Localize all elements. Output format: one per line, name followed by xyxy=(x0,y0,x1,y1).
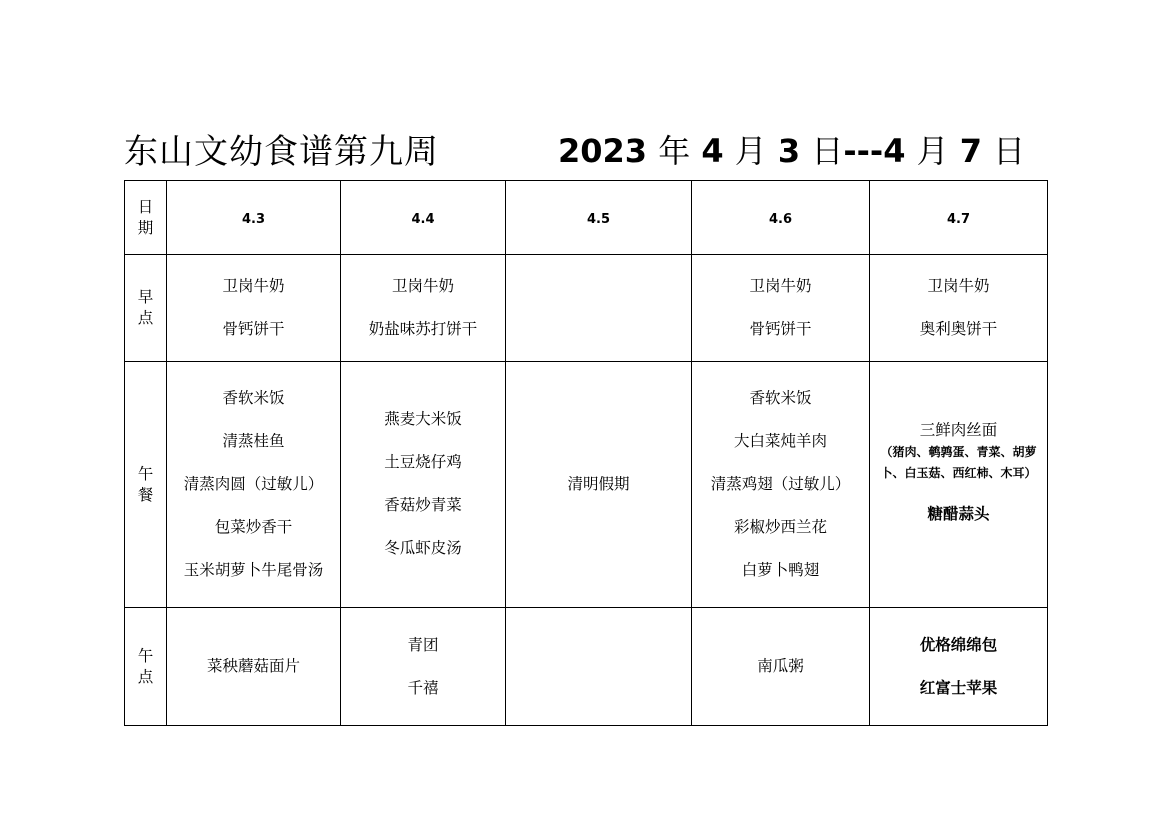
end-month: 4 xyxy=(883,132,906,170)
menu-cell xyxy=(692,608,870,726)
morning-snack-row xyxy=(125,255,1048,362)
food-item: 清蒸桂鱼 xyxy=(222,432,285,450)
date-cell: 4.6 xyxy=(692,181,870,255)
menu-cell xyxy=(692,362,870,608)
menu-cell xyxy=(167,362,341,608)
food-item: 菜秧蘑菇面片 xyxy=(206,657,300,675)
food-item: 燕麦大米饭 xyxy=(384,410,462,428)
date-cell: 4.3 xyxy=(167,181,341,255)
date-cell: 4.7 xyxy=(870,181,1048,255)
menu-cell xyxy=(341,608,506,726)
menu-title: 东山文幼食谱第九周 xyxy=(124,132,439,172)
food-item: 玉米胡萝卜牛尾骨汤 xyxy=(183,561,324,579)
food-item: 奶盐味苏打饼干 xyxy=(368,320,478,338)
food-item: 骨钙饼干 xyxy=(749,320,812,338)
food-item: 土豆烧仔鸡 xyxy=(384,453,462,471)
ingredient-note: （猪肉、鹌鹑蛋、青菜、胡萝卜、白玉菇、西红柿、木耳） xyxy=(880,445,1037,480)
menu-cell xyxy=(167,255,341,362)
start-day: 3 xyxy=(777,132,801,170)
year-char: 年 xyxy=(658,132,691,170)
lunch-row xyxy=(125,362,1048,608)
food-item: 优格绵绵包 xyxy=(919,635,998,654)
range-separator: --- xyxy=(843,132,884,170)
menu-cell-empty xyxy=(506,255,692,362)
food-item: 白萝卜鸭翅 xyxy=(741,561,820,579)
month-char: 月 xyxy=(734,132,767,170)
month-char: 月 xyxy=(916,132,949,170)
food-item: 南瓜粥 xyxy=(757,657,804,675)
food-item: 冬瓜虾皮汤 xyxy=(384,539,462,557)
end-day: 7 xyxy=(959,132,983,170)
food-item: 卫岗牛奶 xyxy=(391,277,454,295)
day-char: 日 xyxy=(993,132,1026,170)
food-item: 卫岗牛奶 xyxy=(222,277,285,295)
date-row xyxy=(125,181,1048,255)
food-item: 千禧 xyxy=(407,678,439,697)
menu-cell xyxy=(506,362,692,608)
menu-cell xyxy=(341,255,506,362)
afternoon-snack-row xyxy=(125,608,1048,726)
food-item: 青团 xyxy=(407,635,439,654)
menu-cell xyxy=(870,608,1048,726)
start-month: 4 xyxy=(701,132,724,170)
food-item: 清蒸肉圆（过敏儿） xyxy=(183,475,324,493)
food-item: 糖醋蒜头 xyxy=(927,505,990,523)
food-item: 骨钙饼干 xyxy=(222,320,285,338)
menu-table xyxy=(124,180,1048,726)
food-item: 大白菜炖羊肉 xyxy=(733,432,827,450)
food-item: 彩椒炒西兰花 xyxy=(733,518,827,536)
menu-cell-empty xyxy=(506,608,692,726)
food-item: 三鲜肉丝面 xyxy=(919,421,998,439)
food-item: 红富士苹果 xyxy=(919,678,998,697)
food-item: 香软米饭 xyxy=(749,389,812,407)
date-cell: 4.4 xyxy=(341,181,506,255)
day-char: 日 xyxy=(811,132,844,170)
row-header-morning: 早 点 xyxy=(125,255,167,362)
menu-cell xyxy=(692,255,870,362)
food-item: 卫岗牛奶 xyxy=(927,277,990,295)
food-item: 香菇炒青菜 xyxy=(384,496,462,514)
food-item: 香软米饭 xyxy=(222,389,285,407)
menu-cell xyxy=(341,362,506,608)
row-header-afternoon: 午 点 xyxy=(125,608,167,726)
year: 2023 xyxy=(558,132,648,170)
menu-cell xyxy=(870,255,1048,362)
food-item: 卫岗牛奶 xyxy=(749,277,812,295)
food-item: 包菜炒香干 xyxy=(214,518,293,536)
food-item: 清蒸鸡翅（过敏儿） xyxy=(710,475,851,493)
date-cell: 4.5 xyxy=(506,181,692,255)
holiday-label: 清明假期 xyxy=(567,475,630,493)
food-item: 奥利奥饼干 xyxy=(919,320,998,338)
date-range xyxy=(558,126,1025,172)
row-header-lunch: 午 餐 xyxy=(125,362,167,608)
menu-cell xyxy=(870,362,1048,608)
row-header-date: 日 期 xyxy=(125,181,167,255)
menu-cell xyxy=(167,608,341,726)
